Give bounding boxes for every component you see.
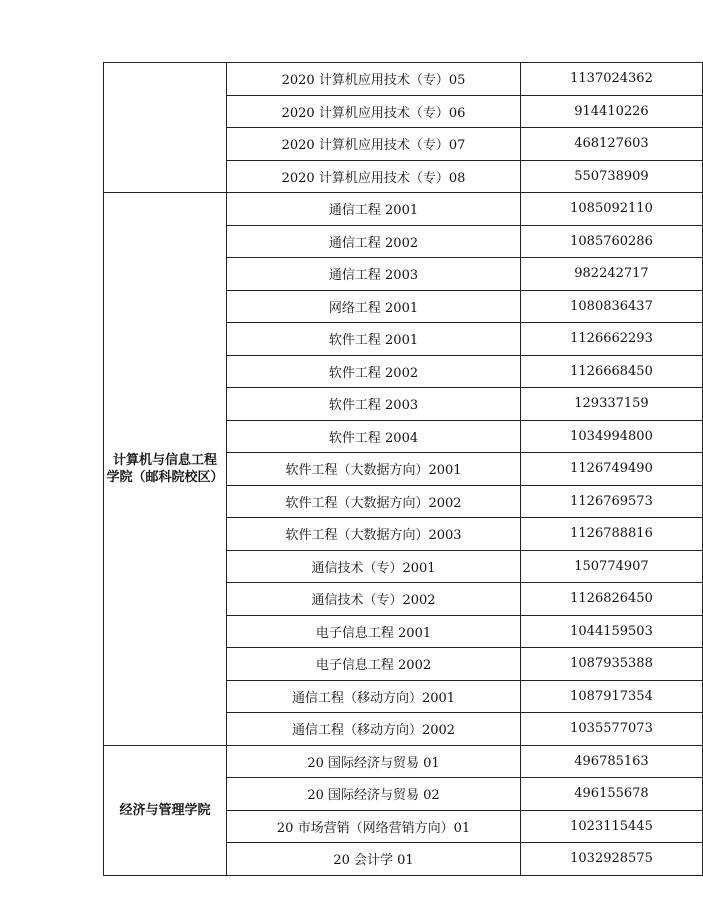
- table-row: [104, 193, 703, 226]
- group-number-cell: 1126788816: [521, 518, 703, 551]
- class-name-cell: 2020 计算机应用技术（专）06: [227, 95, 521, 128]
- group-number-cell: 1085760286: [521, 225, 703, 258]
- class-name-cell: 通信技术（专）2001: [227, 550, 521, 583]
- table-body: [104, 63, 703, 876]
- group-number-cell: 550738909: [521, 160, 703, 193]
- group-number-cell: 1137024362: [521, 63, 703, 96]
- group-number-cell: 1023115445: [521, 810, 703, 843]
- college-name: 经济与管理学院: [119, 802, 211, 818]
- class-name-cell: 软件工程（大数据方向）2002: [227, 485, 521, 518]
- group-number-cell: 1080836437: [521, 290, 703, 323]
- group-number-cell: 1034994800: [521, 420, 703, 453]
- class-name-cell: 软件工程 2002: [227, 355, 521, 388]
- class-name-cell: 软件工程（大数据方向）2001: [227, 453, 521, 486]
- group-number-cell: 1044159503: [521, 615, 703, 648]
- group-number-cell: 129337159: [521, 388, 703, 421]
- class-group-table: [103, 62, 703, 876]
- group-number-cell: 982242717: [521, 258, 703, 291]
- class-name-cell: 软件工程（大数据方向）2003: [227, 518, 521, 551]
- table-row: [104, 63, 703, 96]
- class-name-cell: 2020 计算机应用技术（专）08: [227, 160, 521, 193]
- class-name-cell: 20 会计学 01: [227, 843, 521, 876]
- class-name-cell: 电子信息工程 2001: [227, 615, 521, 648]
- class-name-cell: 2020 计算机应用技术（专）05: [227, 63, 521, 96]
- table-row: [104, 745, 703, 778]
- group-number-cell: 1035577073: [521, 713, 703, 746]
- group-number-cell: 1087917354: [521, 680, 703, 713]
- college-name: 学院（邮科院校区）: [106, 469, 224, 485]
- group-number-cell: 496155678: [521, 778, 703, 811]
- college-cell: [104, 745, 227, 875]
- class-name-cell: 软件工程 2001: [227, 323, 521, 356]
- group-number-cell: 1126749490: [521, 453, 703, 486]
- class-name-cell: 通信技术（专）2002: [227, 583, 521, 616]
- college-cell: [104, 63, 227, 193]
- group-number-cell: 1126668450: [521, 355, 703, 388]
- class-name-cell: 20 国际经济与贸易 01: [227, 745, 521, 778]
- group-number-cell: 1087935388: [521, 648, 703, 681]
- group-number-cell: 496785163: [521, 745, 703, 778]
- group-number-cell: 914410226: [521, 95, 703, 128]
- college-name: 计算机与信息工程: [112, 452, 217, 468]
- class-name-cell: 20 国际经济与贸易 02: [227, 778, 521, 811]
- college-cell: [104, 193, 227, 746]
- class-name-cell: 20 市场营销（网络营销方向）01: [227, 810, 521, 843]
- class-name-cell: 软件工程 2004: [227, 420, 521, 453]
- class-name-cell: 通信工程（移动方向）2002: [227, 713, 521, 746]
- group-number-cell: 1032928575: [521, 843, 703, 876]
- group-number-cell: 1126826450: [521, 583, 703, 616]
- group-number-cell: 1126769573: [521, 485, 703, 518]
- class-name-cell: 软件工程 2003: [227, 388, 521, 421]
- class-name-cell: 通信工程 2003: [227, 258, 521, 291]
- group-number-cell: 1085092110: [521, 193, 703, 226]
- class-name-cell: 网络工程 2001: [227, 290, 521, 323]
- class-name-cell: 通信工程 2001: [227, 193, 521, 226]
- group-number-cell: 468127603: [521, 128, 703, 161]
- class-name-cell: 通信工程 2002: [227, 225, 521, 258]
- class-name-cell: 2020 计算机应用技术（专）07: [227, 128, 521, 161]
- group-number-cell: 1126662293: [521, 323, 703, 356]
- group-number-cell: 150774907: [521, 550, 703, 583]
- class-name-cell: 电子信息工程 2002: [227, 648, 521, 681]
- class-name-cell: 通信工程（移动方向）2001: [227, 680, 521, 713]
